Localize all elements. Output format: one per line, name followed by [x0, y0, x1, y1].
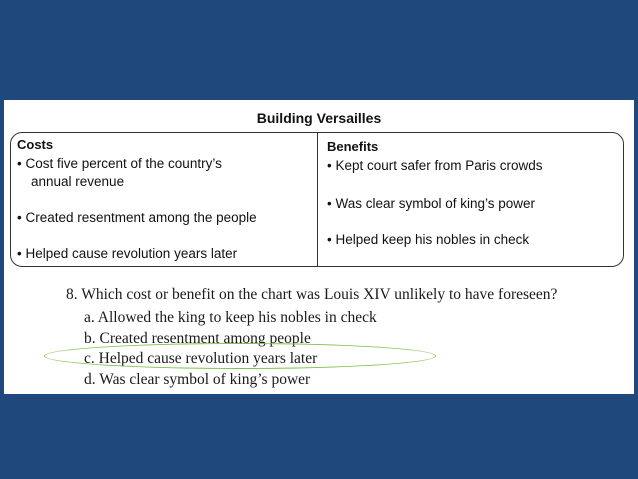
option-d: d. Was clear symbol of king’s power — [84, 371, 311, 388]
cost-item-1-continued: annual revenue — [31, 174, 125, 189]
question-text: 8. Which cost or benefit on the chart was Louis XIV unlikely to have foreseen? — [66, 286, 558, 303]
costs-heading: Costs — [17, 137, 54, 152]
benefit-item-2: • Was clear symbol of king’s power — [327, 196, 536, 211]
benefit-item-1: • Kept court safer from Paris crowds — [327, 158, 543, 173]
cost-item-3: • Helped cause revolution years later — [17, 246, 238, 261]
worksheet-panel — [4, 100, 634, 394]
chart-title: Building Versailles — [256, 110, 382, 126]
option-a: a. Allowed the king to keep his nobles in check — [84, 309, 377, 326]
cost-item-2: • Created resentment among the people — [17, 210, 257, 225]
option-c: c. Helped cause revolution years later — [84, 350, 318, 367]
option-b: b. Created resentment among people — [84, 330, 311, 347]
benefits-heading: Benefits — [327, 139, 379, 154]
answer-highlight-ellipse — [44, 343, 436, 369]
cost-item-1: • Cost five percent of the country’s — [17, 156, 222, 171]
column-divider — [317, 133, 318, 266]
costs-benefits-chart — [10, 132, 624, 267]
benefit-item-3: • Helped keep his nobles in check — [327, 232, 530, 247]
